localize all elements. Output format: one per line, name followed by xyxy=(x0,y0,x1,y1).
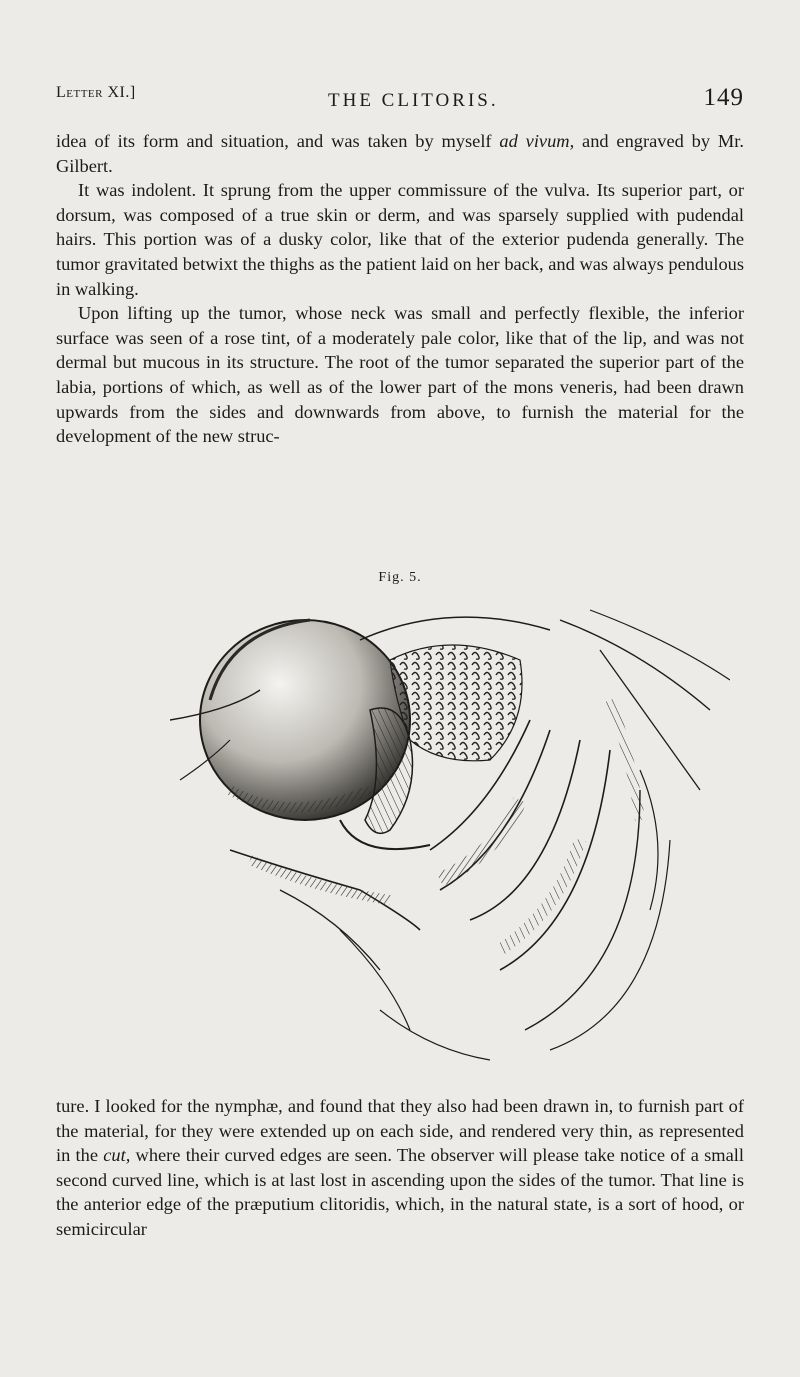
italic-word: cut, xyxy=(103,1145,131,1166)
paragraph-continued: ture. I looked for the nymphæ, and found that they also had been drawn in, to furnish part of the material, for they were extended up on each side, and rendered very thin, as represented in the cut, where their curved edges are seen. The observer will please take notice of a small second curved line, which is at last lost in ascending upon the sides of the tumor. That line is the anterior edge of the præputium clitoridis, which, in the natural state, is a sort of hood, or semicircular xyxy=(56,1096,744,1239)
body-text-top xyxy=(56,129,744,449)
running-head xyxy=(56,80,744,120)
paragraph-continued: idea of its form and situation, and was taken by myself ad vivum, and engraved by Mr. Gilbert. xyxy=(56,131,744,176)
running-title: THE CLITORIS. xyxy=(328,90,499,111)
chapter-label: Letter XI.] xyxy=(56,84,136,101)
paragraph: Upon lifting up the tumor, whose neck was small and perfectly flexible, the inferior surface was seen of a rose tint, of a moderately pale color, like that of the lip, and was not dermal but mucous in its structure. The root of the tumor separated the superior part of the labia, portions of which, as well as of the lower part of the mons veneris, had been drawn upwards from the sides and downwards from above, to furnish the material for the development of the new struc- xyxy=(56,303,744,447)
tumor-engraving-illustration xyxy=(170,590,730,1070)
page-number: 149 xyxy=(703,84,744,111)
paragraph: It was indolent. It sprung from the upper commissure of the vulva. Its superior part, or dorsum, was composed of a true skin or derm, and was sparsely supplied with pudendal hairs. This portion was of a dusky color, like that of the exterior pudenda generally. The tumor gravitated betwixt the thighs as the patient laid on her back, and was always pendulous in walking. xyxy=(56,180,744,299)
latin-phrase: ad vivum, xyxy=(499,131,575,151)
body-text-bottom xyxy=(56,1094,744,1242)
figure-caption: Fig. 5. xyxy=(378,570,422,585)
engraving-figure xyxy=(170,590,730,1070)
